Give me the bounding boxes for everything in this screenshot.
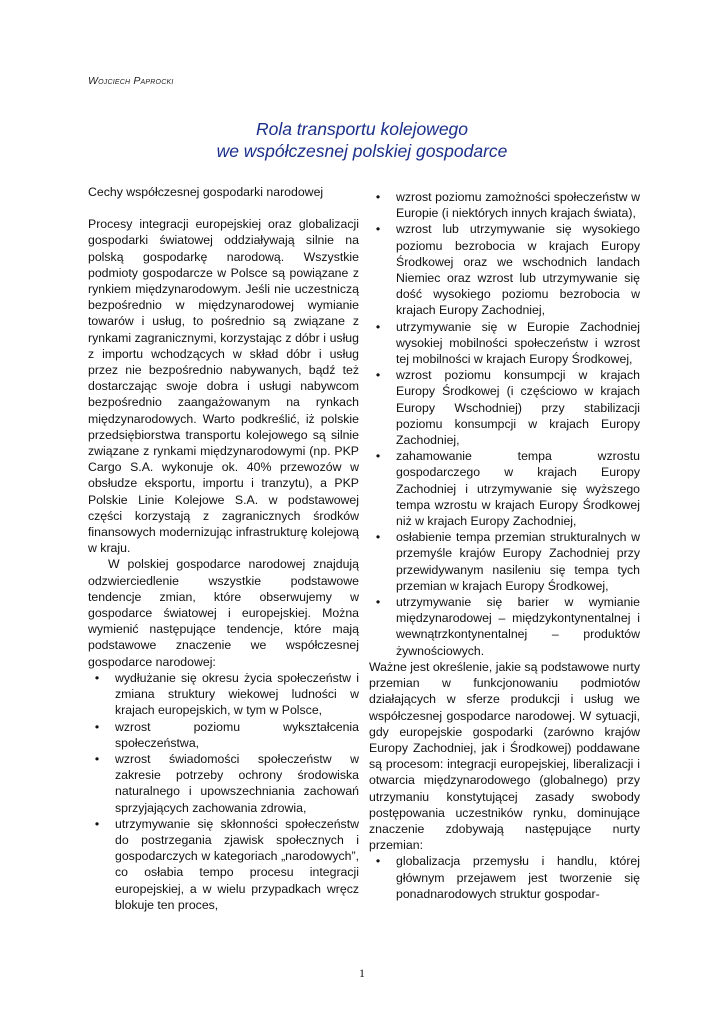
list-item [88,751,359,816]
list-item-text: utrzymywanie się barier w wymianie międzynarodowej – międzykontynentalnej i wewnątrzkontynentalnej – produktów żywnościowych. [396,595,640,658]
bullet-icon: • [94,751,100,766]
list-item-text: wzrost lub utrzymywanie się wysokiego poziomu bezrobocia w krajach Europy Środkowej oraz we wschodnich landach Niemiec oraz wzrost lub utrzymywanie się dość wysokiego poziomu bezrobocia w krajach Europy Zachodniej, [396,222,640,318]
list-item-text: globalizacja przemysłu i handlu, której głównym przejawem jest tworzenie się ponadnarodowych struktur gospodar- [396,854,640,901]
list-item [369,853,640,902]
list-item [88,719,359,751]
paragraph: Procesy integracji europejskiej oraz globalizacji gospodarki światowej oddziaływają silnie na polską gospodarkę narodową. Wszystkie podmioty gospodarcze w Polsce są powiązane z rynkiem międzynarodowym. Jeśli nie uczestniczą bezpośrednio w międzynarodowej wymianie towarów i usług, to pośrednio są związane z rynkami zagranicznymi, korzystając z dóbr i usług z importu wchodzących w skład dóbr i usług przez nie bezpośrednio nabywanych, bądź też dostarczając swoje dobra i usługi nabywcom bezpośrednio zaangażowanym na rynkach międzynarodowych. Warto podkreślić, iż polskie przedsiębiorstwa transportu kolejowego są silnie związane z rynkami międzynarodowymi (np. PKP Cargo S.A. wykonuje ok. 40% przewozów w obsłudze eksportu, importu i tranzytu), a PKP Polskie Linie Kolejowe S.A. w podstawowej części korzystają z zagranicznych środków finansowych modernizując infrastrukturę kolejową w kraju. [88,217,359,556]
paragraph: Ważne jest określenie, jakie są podstawowe nurty przemian w funkcjonowaniu podmiotów działających w sferze produkcji i usług we współczesnej gospodarce narodowej. W sytuacji, gdy europejskie gospodarki (zarówno krajów Europy Zachodniej, jak i Środkowej) poddawane są procesom: integracji europejskiej, liberalizacji i otwarcia międzynarodowego (globalnego) przy utrzymaniu konstytującej zasady swobody postępowania uczestników rynku, dominujące znaczenie zdobywają następujące nurty przemian: [369,659,640,853]
title-line-1: Rola transportu kolejowego [255,119,469,139]
list-item [369,319,640,368]
list-item-text: wzrost poziomu wykształcenia społeczeństwa, [115,719,359,750]
list-item-text: zahamowanie tempa wzrostu gospodarczego w krajach Europy Zachodniej i utrzymywanie się wyższego tempa wzrostu w krajach Europy Środkowej niż w krajach Europy Zachodniej, [396,449,640,529]
bullet-icon: • [94,670,100,685]
bullet-list [88,670,359,913]
bullet-icon: • [375,449,381,464]
list-item-text: utrzymywanie się skłonności społeczeństw do postrzegania zjawisk społecznych i gospodarczych w kategoriach „narodowych”, co osłabia tempo procesu integracji europejskiej, a w wielu przypadkach wręcz blokuje ten proces, [115,816,359,912]
right-column [369,189,640,902]
title-line-2: we współczesnej polskiej gospodarce [216,141,508,161]
list-item-text: utrzymywanie się w Europie Zachodniej wysokiej mobilności społeczeństw i wzrost tej mobilności w krajach Europy Środkowej, [396,319,640,367]
bullet-icon: • [375,222,381,237]
list-item [88,816,359,913]
bullet-icon: • [375,595,381,610]
section-heading: Cechy współczesnej gospodarki narodowej [88,185,324,199]
bullet-icon: • [94,719,100,734]
bullet-icon: • [375,854,381,869]
bullet-list [369,853,640,902]
list-item [369,367,640,448]
bullet-icon: • [375,530,381,545]
list-item [369,448,640,529]
list-item-text: wzrost poziomu zamożności społeczeństw w Europie (i niektórych innych krajach świata), [396,190,640,221]
article-title [88,118,636,162]
paragraph: W polskiej gospodarce narodowej znajdują odzwierciedlenie wszystkie podstawowe tendencje zmian, które obserwujemy w gospodarce światowej i europejskiej. Można wymienić następujące tendencje, które mają podstawowe znaczenie we współczesnej gospodarce narodowej: [88,557,359,669]
bullet-icon: • [94,816,100,831]
bullet-icon: • [375,190,381,204]
bullet-list [369,189,640,659]
author-name [88,75,173,87]
left-column [88,184,359,913]
list-item-text: osłabienie tempa przemian strukturalnych w przemyśle krajów Europy Zachodniej przy przewidywanym nasileniu się tempa tych przemian w krajach Europy Środkowej, [396,530,640,593]
list-item [88,670,359,719]
list-item [369,221,640,318]
author-text: Wojciech Paprocki [88,75,174,87]
list-item-text: wydłużanie się okresu życia społeczeństw i zmiana struktury wiekowej ludności w krajach europejskich, w tym w Polsce, [115,670,359,718]
list-item-text: wzrost poziomu konsumpcji w krajach Europy Środkowej (i częściowo w krajach Europy Wschodniej) przy stabilizacji poziomu konsumpcji w krajach Europy Zachodniej, [396,368,640,448]
list-item [369,594,640,659]
bullet-icon: • [375,368,381,383]
page-number: 1 [359,966,365,980]
list-item-text: wzrost świadomości społeczeństw w zakresie potrzeby ochrony środowiska naturalnego i upowszechniania zachowań sprzyjających zachowania zdrowia, [115,751,359,815]
bullet-icon: • [375,319,381,334]
list-item [369,529,640,594]
list-item [369,189,640,221]
